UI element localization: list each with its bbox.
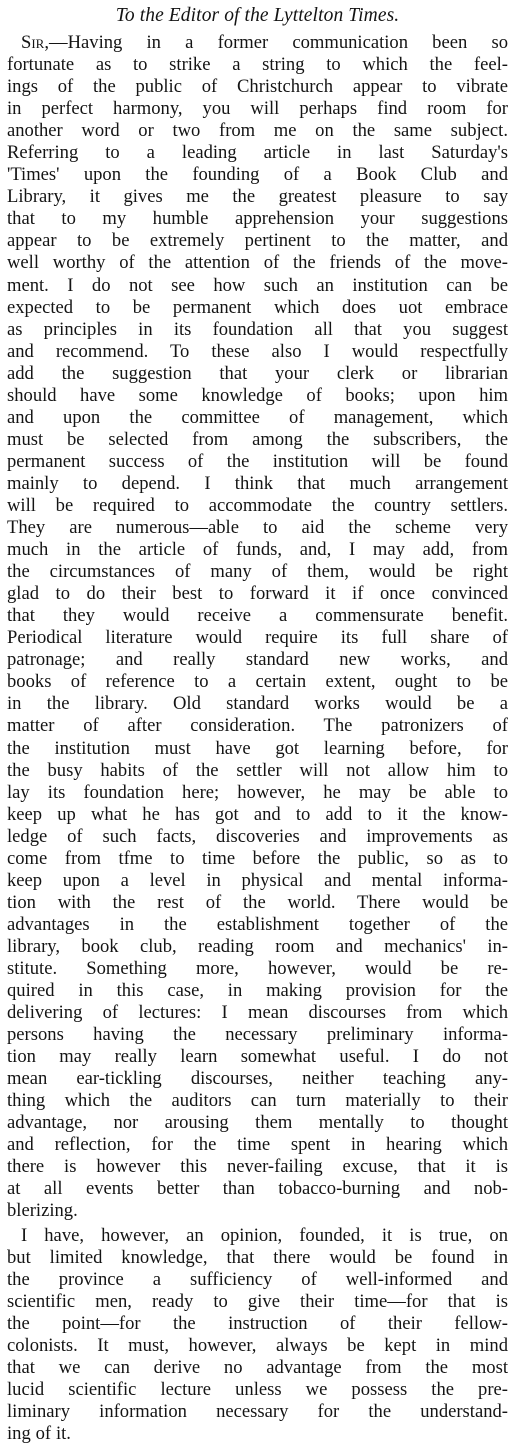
text-line: Referring to a leading article in last Saturday's [7, 142, 508, 164]
text-line: patronage; and really standard new works, and [7, 649, 508, 671]
text-line: much in the article of funds, and, I may add, from [7, 539, 508, 561]
text-line: in perfect harmony, you will perhaps find room for [7, 98, 508, 120]
text-line: Library, it gives me the greatest pleasure to say [7, 186, 508, 208]
salutation: Sir, [21, 32, 49, 53]
text-line: liminary information necessary for the understand- [7, 1400, 508, 1422]
text-line: and upon the committee of management, which [7, 406, 508, 428]
text-line: stitute. Something more, however, would be re- [7, 957, 508, 979]
text-line: that we can derive no advantage from the most [7, 1356, 508, 1378]
text-line: that to my humble apprehension your suggestions [7, 208, 508, 230]
text-line: ment. I do not see how such an institution can be [7, 274, 508, 296]
text-line: tion with the rest of the world. There would be [7, 891, 508, 913]
text-line: another word or two from me on the same subject. [7, 120, 508, 142]
text-line: ing of it. [7, 1422, 71, 1444]
text-line: and reflection, for the time spent in hearing which [7, 1134, 508, 1156]
text-line: the institution must have got learning before, for [7, 737, 508, 759]
text-line: and recommend. To these also I would respectfully [7, 340, 508, 362]
text-line: but limited knowledge, that there would be found in [7, 1246, 508, 1268]
text-line: colonists. It must, however, always be kept in mind [7, 1334, 508, 1356]
letter-body [7, 32, 508, 1445]
text-line: the circumstances of many of them, would be right [7, 561, 508, 583]
text-line: well worthy of the attention of the friends of the move- [7, 252, 508, 274]
text-line: tion may really learn somewhat useful. I do not [7, 1046, 508, 1068]
text-line: persons having the necessary preliminary informa- [7, 1024, 508, 1046]
text-line: the point—for the instruction of their fellow- [7, 1312, 508, 1334]
text-line: quired in this case, in making provision for the [7, 980, 508, 1002]
text-line: that they would receive a commensurate benefit. [7, 605, 508, 627]
letter-paragraph [7, 1225, 508, 1445]
text-line: advantage, nor arousing them mentally to thought [7, 1112, 508, 1134]
text-line: lay its foundation here; however, he may be able to [7, 781, 508, 803]
text-line: add the suggestion that your clerk or librarian [7, 362, 508, 384]
text-line: at all events better than tobacco-burning and nob- [7, 1178, 508, 1200]
letter-paragraph [7, 32, 508, 1223]
text-line: expected to be permanent which does uot embrace [7, 296, 508, 318]
text-line: keep up what he has got and to add to it the know- [7, 803, 508, 825]
text-line: must be selected from among the subscribers, the [7, 428, 508, 450]
text-line: ledge of such facts, discoveries and improvements as [7, 825, 508, 847]
text-line: 'Times' upon the founding of a Book Club and [7, 164, 508, 186]
text-line: come from tfme to time before the public, so as to [7, 847, 508, 869]
text-line: permanent success of the institution will be found [7, 450, 508, 472]
text-line-rest: —Having in a former communication been so [49, 32, 508, 53]
text-line: will be required to accommodate the country settlers. [7, 494, 508, 516]
text-line: the province a sufficiency of well-informed and [7, 1268, 508, 1290]
text-line: I have, however, an opinion, founded, it is true, on [21, 1224, 508, 1246]
text-line: lucid scientific lecture unless we possess the pre- [7, 1378, 508, 1400]
text-line: They are numerous—able to aid the scheme very [7, 517, 508, 539]
text-line: ings of the public of Christchurch appear to vibrate [7, 76, 508, 98]
text-line: should have some knowledge of books; upon him [7, 384, 508, 406]
text-line: books of reference to a certain extent, ought to be [7, 671, 508, 693]
text-line: glad to do their best to forward it if once convinced [7, 583, 508, 605]
text-line: thing which the auditors can turn materially to their [7, 1090, 508, 1112]
text-line: keep upon a level in physical and mental informa- [7, 869, 508, 891]
text-line: Periodical literature would require its full share of [7, 627, 508, 649]
text-line: as principles in its foundation all that you suggest [7, 318, 508, 340]
text-line: in the library. Old standard works would be a [7, 693, 508, 715]
text-line: there is however this never-failing excuse, that it is [7, 1156, 508, 1178]
text-line: scientific men, ready to give their time—for that is [7, 1290, 508, 1312]
text-line: mainly to depend. I think that much arrangement [7, 472, 508, 494]
text-line [7, 32, 508, 54]
text-line: advantages in the establishment together of the [7, 913, 508, 935]
text-line: matter of after consideration. The patronizers of [7, 715, 508, 737]
text-line: fortunate as to strike a string to which the feel- [7, 54, 508, 76]
text-line: delivering of lectures: I mean discourses from which [7, 1002, 508, 1024]
text-line: library, book club, reading room and mechanics' in- [7, 935, 508, 957]
text-line: appear to be extremely pertinent to the matter, and [7, 230, 508, 252]
text-line: blerizing. [7, 1200, 78, 1222]
text-line: mean ear-tickling discourses, neither teaching any- [7, 1068, 508, 1090]
text-line: the busy habits of the settler will not allow him to [7, 759, 508, 781]
letter-heading: To the Editor of the Lyttelton Times. [115, 5, 400, 26]
